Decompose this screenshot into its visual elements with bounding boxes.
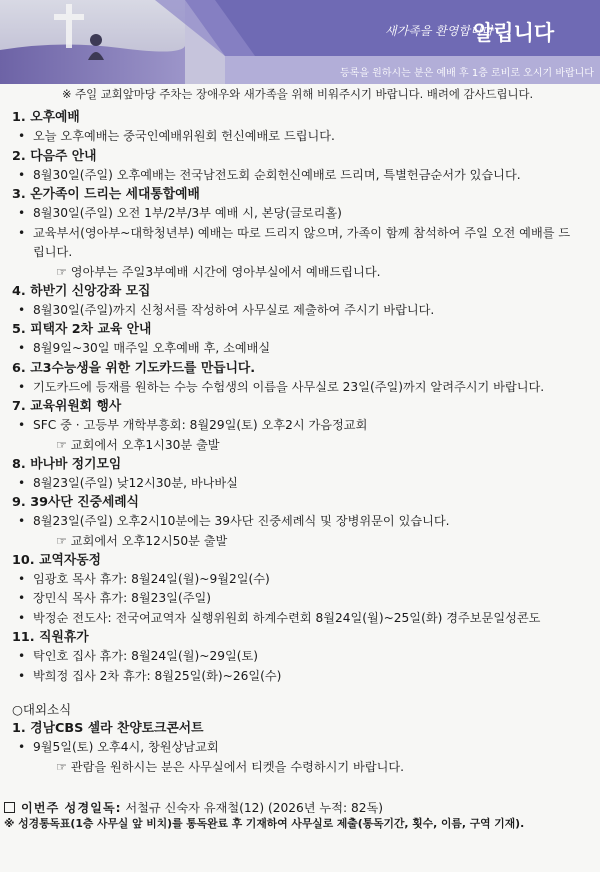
section-heading xyxy=(12,455,592,474)
section-bullet: • 박정순 전도사: 전국여교역자 실행위원회 하계수련회 8월24일(월)~25일(화) 경주보문일성콘도 xyxy=(12,609,592,629)
section-bullet: • 기도카드에 등재를 원하는 수능 수험생의 이름을 사무실로 23일(주일)까지 알려주시기 바랍니다. xyxy=(12,378,578,398)
section-bullet: • SFC 중 · 고등부 개학부흥회: 8월29일(토) 오후2시 가음정교회 xyxy=(12,416,592,436)
section-title: 하반기 신앙강좌 모집 xyxy=(30,283,151,299)
checkbox-square-icon xyxy=(4,802,15,813)
announcement-section xyxy=(12,108,592,147)
section-number: 4. xyxy=(12,283,26,299)
section-bullet: • 8월9일~30일 매주일 오후예배 후, 소예배실 xyxy=(12,339,592,359)
announcement-section xyxy=(12,397,592,455)
section-number: 1. xyxy=(12,721,26,736)
section-note: ☞ 교회에서 오후12시50분 출발 xyxy=(56,533,228,548)
section-heading xyxy=(12,628,592,647)
announcement-list xyxy=(12,108,592,777)
section-number: 9. xyxy=(12,495,26,510)
section-note: ☞ 영아부는 주일3부예배 시간에 영아부실에서 예배드립니다. xyxy=(56,264,381,279)
external-news-heading: ○대외소식 xyxy=(12,702,72,717)
section-bullet: • 장민식 목사 휴가: 8월23일(주일) xyxy=(12,589,592,609)
section-title: 오후예배 xyxy=(30,110,80,125)
announcement-section xyxy=(12,185,592,282)
section-bullet: • 박희정 집사 2차 휴가: 8월25일(화)~26일(수) xyxy=(12,667,592,687)
announcement-section xyxy=(12,320,592,359)
external-news xyxy=(12,700,592,777)
parking-notice: ※ 주일 교회앞마당 주차는 장애우와 새가족을 위해 비워주시기 바랍니다. 배려에 감사드립니다. xyxy=(62,87,534,101)
section-number: 7. xyxy=(12,399,26,414)
section-bullet: • 8월30일(주일) 오전 1부/2부/3부 예배 시, 본당(글로리홀) xyxy=(12,204,592,224)
welcome-text: 새가족을 환영합니다 xyxy=(385,24,494,38)
section-title: 바나바 정기모임 xyxy=(30,456,122,472)
section-number: 1. xyxy=(12,110,26,125)
announcement-section xyxy=(12,147,592,186)
announcement-section xyxy=(12,282,592,321)
section-number: 6. xyxy=(12,360,26,376)
section-title: 피택자 2차 교육 안내 xyxy=(30,322,152,337)
external-item-heading xyxy=(12,719,592,738)
section-number: 8. xyxy=(12,456,26,472)
section-title: 경남CBS 셀라 찬양토크콘서트 xyxy=(30,721,204,736)
section-heading xyxy=(12,185,592,204)
bible-reading-text: 서철규 신숙자 유재철(12) (2026년 누적: 82독) xyxy=(125,801,383,815)
section-note: ☞ 교회에서 오후1시30분 출발 xyxy=(56,437,220,452)
section-bullet: • 9월5일(토) 오후4시, 창원상남교회 xyxy=(12,738,592,758)
section-number: 3. xyxy=(12,187,26,202)
announcement-section xyxy=(12,628,592,686)
section-bullet: • 교육부서(영아부~대학청년부) 예배는 따로 드리지 않으며, 가족이 함께 참석하여 주일 오전 예배를 드립니다. xyxy=(12,224,578,263)
section-heading xyxy=(12,493,592,512)
announcement-section xyxy=(12,455,592,494)
section-heading xyxy=(12,320,592,339)
banner-subtitle: 등록을 원하시는 분은 예배 후 1층 로비로 오시기 바랍니다 xyxy=(340,68,594,79)
section-title: 직원휴가 xyxy=(39,630,89,645)
section-number: 5. xyxy=(12,322,26,337)
section-heading xyxy=(12,282,592,301)
bible-reading-label: 이번주 성경일독: xyxy=(21,801,122,815)
section-bullet: • 오늘 오후예배는 중국인예배위원회 헌신예배로 드립니다. xyxy=(12,127,592,147)
bible-reading-line xyxy=(4,800,596,816)
section-number: 11. xyxy=(12,630,35,645)
announcement-section xyxy=(12,493,592,551)
section-bullet: • 임광호 목사 휴가: 8월24일(월)~9월2일(수) xyxy=(12,570,592,590)
section-bullet: • 8월30일(주일)까지 신청서를 작성하여 사무실로 제출하여 주시기 바랍니다. xyxy=(12,301,592,321)
section-heading xyxy=(12,359,592,378)
section-heading xyxy=(12,397,592,416)
section-number: 2. xyxy=(12,148,26,164)
header-banner xyxy=(0,0,600,84)
section-heading xyxy=(12,147,592,166)
section-title: 교역자동정 xyxy=(39,552,101,568)
section-title: 고3수능생을 위한 기도카드를 만듭니다. xyxy=(30,360,256,376)
section-bullet: • 8월23일(주일) 오후2시10분에는 39사단 진중세례식 및 장병위문이 있습니다. xyxy=(12,512,592,532)
section-title: 온가족이 드리는 세대통합예배 xyxy=(30,187,200,202)
section-heading xyxy=(12,108,592,127)
section-bullet: • 8월23일(주일) 낮12시30분, 바나바실 xyxy=(12,474,592,494)
section-heading xyxy=(12,551,592,570)
section-title: 다음주 안내 xyxy=(30,148,97,164)
section-title: 39사단 진중세례식 xyxy=(30,495,140,510)
section-bullet: • 탁인호 집사 휴가: 8월24일(월)~29일(토) xyxy=(12,647,592,667)
section-title: 교육위원회 행사 xyxy=(30,399,122,414)
footer xyxy=(4,800,596,832)
bible-reading-note: ※ 성경통독표(1층 사무실 앞 비치)를 통독완료 후 기재하여 사무실로 제출(통독기간, 횟수, 이름, 구역 기재). xyxy=(4,817,525,830)
announcement-section xyxy=(12,359,592,398)
section-note: ☞ 관람을 원하시는 분은 사무실에서 티켓을 수령하시기 바랍니다. xyxy=(56,759,405,774)
page-title: 알립니다 xyxy=(473,21,555,45)
announcement-section xyxy=(12,551,592,629)
section-number: 10. xyxy=(12,552,35,568)
section-bullet: • 8월30일(주일) 오후예배는 전국남전도회 순회헌신예배로 드리며, 특별헌금순서가 있습니다. xyxy=(12,166,592,186)
